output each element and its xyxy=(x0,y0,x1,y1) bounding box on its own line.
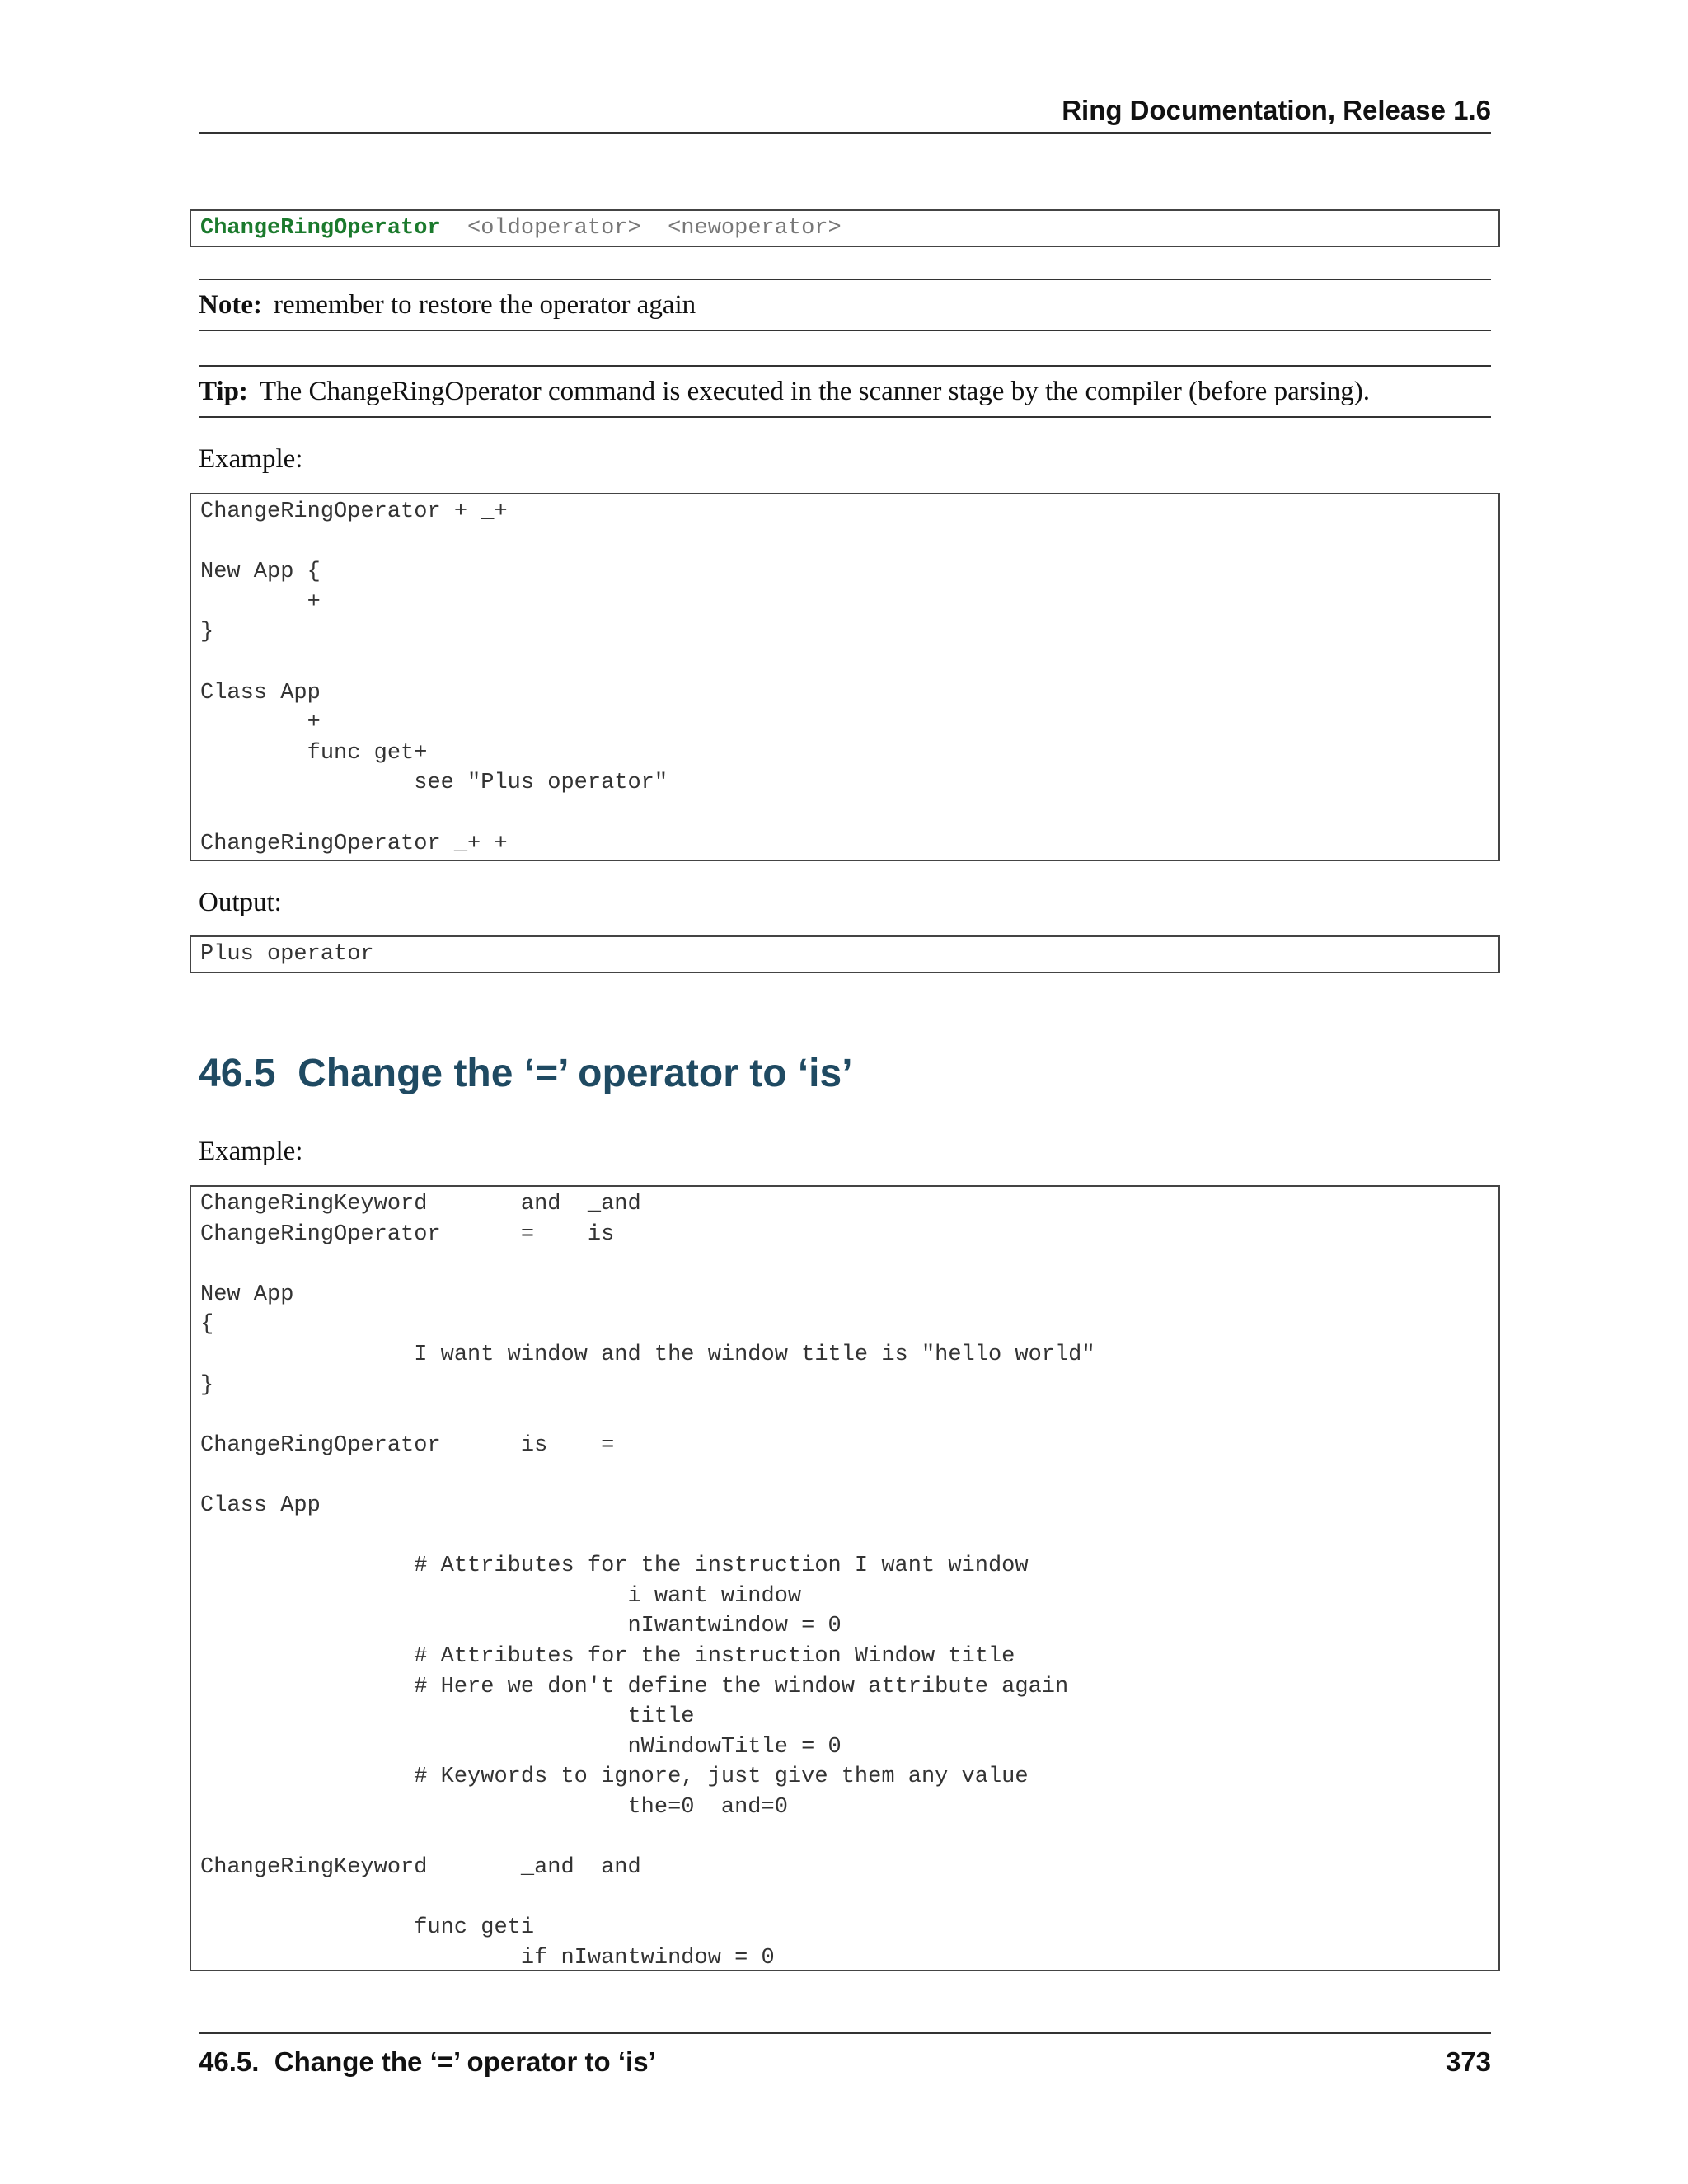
code-line xyxy=(200,648,1489,678)
code-line: if nIwantwindow = 0 xyxy=(200,1945,775,1971)
code-line: nIwantwindow = 0 xyxy=(200,1614,842,1639)
code-line: func get+ xyxy=(200,740,428,766)
tip-box xyxy=(199,365,1491,418)
example-label-2: Example: xyxy=(199,1137,303,1166)
page-footer xyxy=(199,2032,1491,2082)
page-number: 373 xyxy=(1445,2046,1491,2077)
code-line xyxy=(200,1521,1489,1552)
code-line: # Attributes for the instruction I want window xyxy=(200,1554,1029,1579)
section-heading xyxy=(199,1045,853,1103)
code-line xyxy=(200,527,1489,558)
signature-args: <oldoperator> <newoperator> xyxy=(440,216,842,241)
code-line: the=0 and=0 xyxy=(200,1794,788,1820)
code-line: I want window and the window title is "hello world" xyxy=(200,1342,1095,1367)
output-label: Output: xyxy=(199,888,282,917)
code-block-example-1 xyxy=(190,493,1500,861)
footer-section: 46.5. Change the ‘=’ operator to ‘is’ xyxy=(199,2046,656,2077)
code-line xyxy=(200,799,1489,829)
code-line: { xyxy=(200,1312,214,1338)
tip-label: Tip: xyxy=(199,377,248,406)
code-line xyxy=(200,1883,1489,1914)
code-line: ChangeRingKeyword _and and xyxy=(200,1855,641,1881)
code-line xyxy=(200,1249,1489,1280)
tip-text: The ChangeRingOperator command is executed in the scanner stage by the compiler (before parsing). xyxy=(259,377,1370,406)
section-number: 46.5 xyxy=(199,1052,276,1095)
code-block-output xyxy=(190,935,1500,973)
code-line: New App xyxy=(200,1282,294,1307)
code-line: ChangeRingOperator + _+ xyxy=(200,499,508,524)
code-line: + xyxy=(200,589,321,615)
note-label: Note: xyxy=(199,290,262,320)
code-line: see "Plus operator" xyxy=(200,771,668,796)
page-header xyxy=(199,92,1491,134)
command-signature xyxy=(190,209,1500,247)
code-line: } xyxy=(200,1372,214,1398)
code-line: ChangeRingOperator is = xyxy=(200,1432,615,1458)
header-title: Ring Documentation, Release 1.6 xyxy=(1062,95,1491,125)
code-line xyxy=(200,1822,1489,1853)
example-label: Example: xyxy=(199,444,303,474)
code-line: New App { xyxy=(200,560,321,585)
code-line: + xyxy=(200,710,321,736)
signature-command: ChangeRingOperator xyxy=(200,216,441,241)
code-line: Class App xyxy=(200,1493,321,1518)
section-title-text: Change the ‘=’ operator to ‘is’ xyxy=(298,1052,853,1095)
code-line: title xyxy=(200,1704,695,1730)
code-line: i want window xyxy=(200,1583,802,1609)
code-line: Class App xyxy=(200,680,321,705)
code-line: ChangeRingKeyword and _and xyxy=(200,1192,641,1216)
code-line: # Here we don't define the window attribute again xyxy=(200,1674,1069,1699)
code-line: ChangeRingOperator = is xyxy=(200,1221,615,1247)
code-line: ChangeRingOperator _+ + xyxy=(200,831,508,856)
code-line: func geti xyxy=(200,1915,535,1941)
code-line: # Keywords to ignore, just give them any value xyxy=(200,1765,1029,1790)
note-box xyxy=(199,279,1491,331)
code-line: Plus operator xyxy=(200,942,374,967)
code-line: # Attributes for the instruction Window title xyxy=(200,1643,1015,1669)
code-line xyxy=(200,1400,1489,1431)
code-block-example-2 xyxy=(190,1185,1500,1971)
code-line xyxy=(200,1460,1489,1491)
code-line: nWindowTitle = 0 xyxy=(200,1734,842,1760)
note-text: remember to restore the operator again xyxy=(273,290,696,320)
code-line: } xyxy=(200,620,214,645)
